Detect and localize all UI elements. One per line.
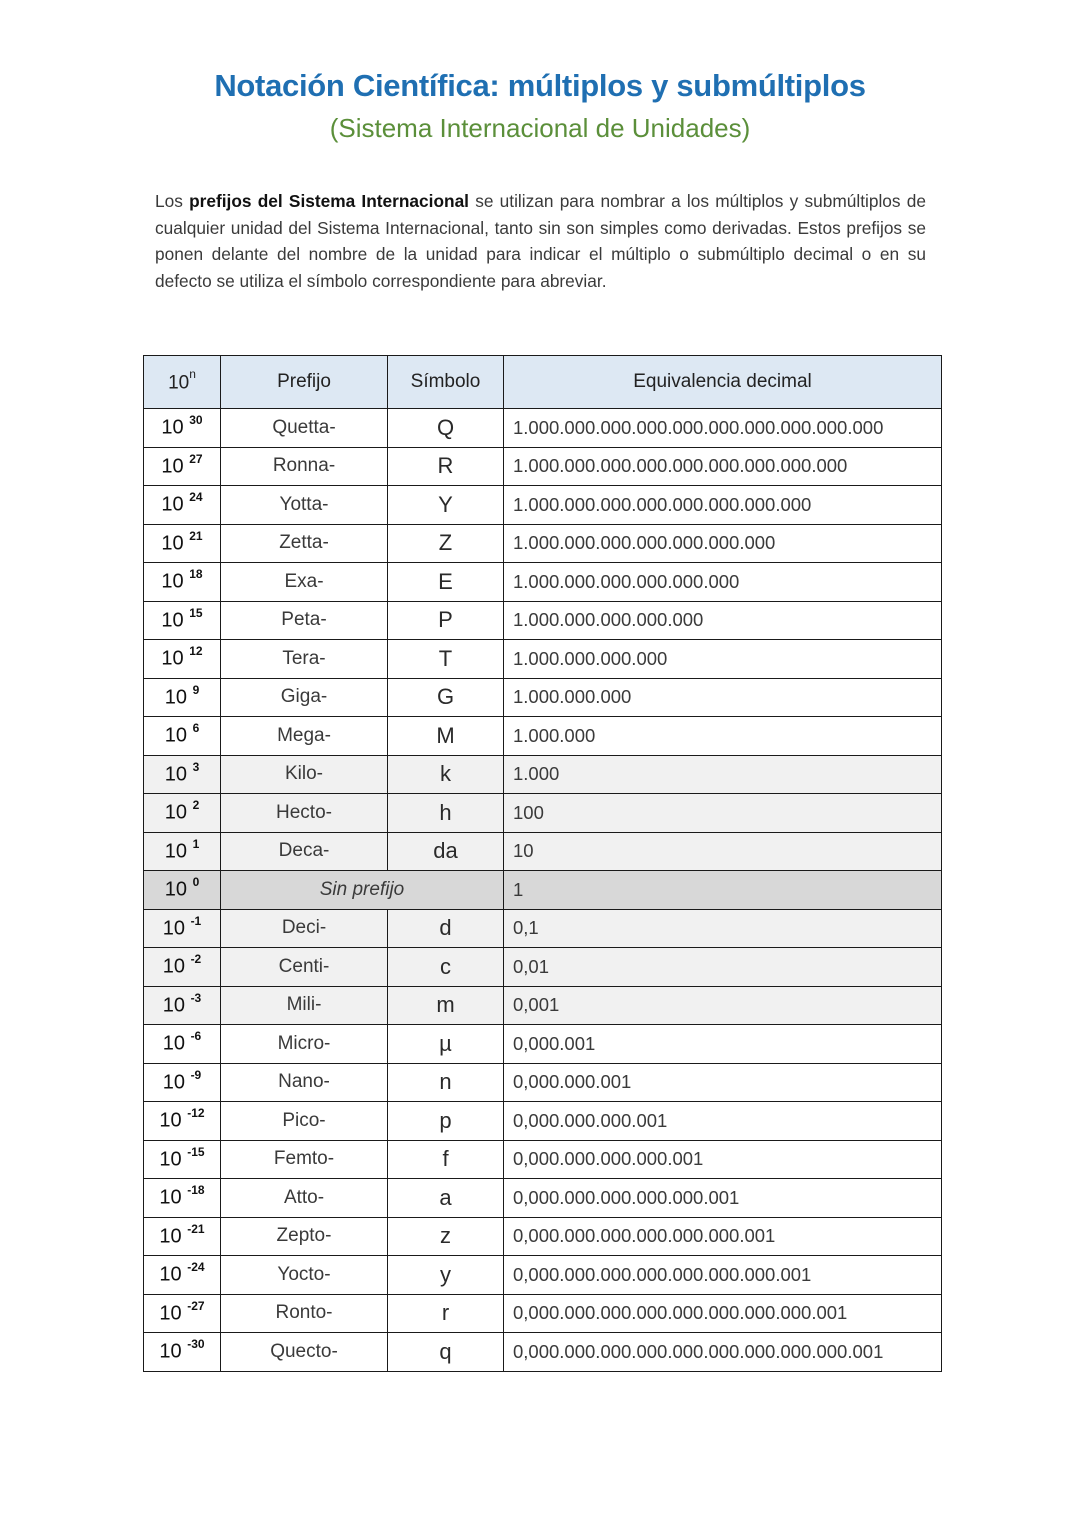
power-base: 10 [164,763,187,786]
power-base: 10 [162,994,185,1017]
power-base: 10 [164,802,187,825]
decimal-cell: 10 [504,832,942,871]
power-cell [144,678,221,717]
symbol-cell: q [388,1333,504,1372]
power-base: 10 [161,571,184,594]
power-exponent: 2 [192,798,200,813]
symbol-cell: Z [388,524,504,563]
symbol-cell: Y [388,486,504,525]
power-base: 10 [161,455,184,478]
decimal-cell: 0,01 [504,948,942,987]
table-row [144,1333,942,1372]
table-row [144,601,942,640]
table-row [144,1102,942,1141]
table-row [144,447,942,486]
symbol-cell: µ [388,1025,504,1064]
power-exponent: -18 [187,1183,205,1198]
power-exponent: 30 [189,413,203,428]
prefix-cell: Atto- [221,1179,388,1218]
decimal-cell: 0,000.000.000.000.001 [504,1140,942,1179]
symbol-cell: r [388,1294,504,1333]
decimal-cell: 0,1 [504,909,942,948]
decimal-cell: 100 [504,794,942,833]
prefix-cell: Mili- [221,986,388,1025]
page-subtitle: (Sistema Internacional de Unidades) [329,113,751,143]
header-symbol: Símbolo [388,356,504,409]
table-row [144,717,942,756]
power-base: 10 [159,1302,182,1325]
prefix-cell: Zetta- [221,524,388,563]
power-cell [144,640,221,679]
table-row [144,1256,942,1295]
table-row [144,871,942,910]
power-cell [144,1025,221,1064]
table-row [144,563,942,602]
symbol-cell: a [388,1179,504,1218]
header-decimal: Equivalencia decimal [504,356,942,409]
decimal-cell: 1.000.000.000.000.000.000.000.000.000 [504,447,942,486]
prefix-cell: Deca- [221,832,388,871]
power-exponent: 18 [189,567,203,582]
symbol-cell: da [388,832,504,871]
power-cell [144,601,221,640]
power-base: 10 [159,1187,182,1210]
power-exponent: 3 [192,759,200,774]
power-exponent: 21 [189,528,203,543]
decimal-cell: 1 [504,871,942,910]
prefix-cell: Peta- [221,601,388,640]
decimal-cell: 1.000.000.000 [504,678,942,717]
power-base: 10 [161,609,184,632]
symbol-cell: f [388,1140,504,1179]
power-base: 10 [161,532,184,555]
prefix-cell: Nano- [221,1063,388,1102]
prefix-cell: Zepto- [221,1217,388,1256]
si-prefix-table [143,355,942,1372]
power-base: 10 [159,1264,182,1287]
header-power-exp: n [189,366,196,381]
prefix-cell: Exa- [221,563,388,602]
power-base: 10 [159,1148,182,1171]
power-base: 10 [164,840,187,863]
symbol-cell: k [388,755,504,794]
decimal-cell: 1.000.000.000.000.000.000.000.000.000.000 [504,409,942,448]
table-row [144,640,942,679]
intro-paragraph [155,188,926,294]
decimal-cell: 1.000.000.000.000 [504,640,942,679]
table-header-row [144,356,942,409]
power-exponent: -30 [187,1337,205,1352]
prefix-cell: Deci- [221,909,388,948]
power-base: 10 [162,956,185,979]
power-exponent: 0 [192,875,200,890]
decimal-cell: 1.000.000.000.000.000.000.000 [504,524,942,563]
prefix-cell: Pico- [221,1102,388,1141]
symbol-cell: Q [388,409,504,448]
symbol-cell: n [388,1063,504,1102]
table-row [144,1179,942,1218]
decimal-cell: 1.000.000.000.000.000.000.000.000 [504,486,942,525]
power-base: 10 [161,648,184,671]
table-row [144,678,942,717]
decimal-cell: 0,000.000.001 [504,1063,942,1102]
power-cell [144,948,221,987]
symbol-cell: y [388,1256,504,1295]
symbol-cell: M [388,717,504,756]
power-cell [144,986,221,1025]
table-row [144,1217,942,1256]
power-exponent: -24 [187,1260,205,1275]
power-cell [144,1140,221,1179]
power-cell [144,909,221,948]
prefix-cell: Micro- [221,1025,388,1064]
prefix-cell: Hecto- [221,794,388,833]
power-cell [144,1333,221,1372]
power-exponent: -3 [190,990,202,1005]
symbol-cell: c [388,948,504,987]
power-cell [144,563,221,602]
symbol-cell: E [388,563,504,602]
symbol-cell: T [388,640,504,679]
power-exponent: -12 [187,1106,205,1121]
power-exponent: -21 [187,1221,205,1236]
decimal-cell: 0,000.000.000.000.000.000.001 [504,1217,942,1256]
decimal-cell: 0,000.000.000.000.000.000.000.000.001 [504,1294,942,1333]
power-base: 10 [164,686,187,709]
power-base: 10 [164,725,187,748]
prefix-cell: Giga- [221,678,388,717]
prefix-cell: Kilo- [221,755,388,794]
power-cell [144,1102,221,1141]
power-exponent: 6 [192,721,200,736]
intro-text-rest: se utilizan para nombrar a los múltiplos y submúltiplos de cualquier unidad del Sistema Internacional, tanto sin son simples como derivadas. Estos prefijos se ponen delante del nombre de la unidad para indicar el múltiplo o submúltiplo decimal o en su defecto se utiliza el símbolo correspondiente para abreviar. [155,191,926,291]
decimal-cell: 0,000.000.000.000.000.000.000.001 [504,1256,942,1295]
intro-bold-term: prefijos del Sistema Internacional [189,191,469,211]
power-cell [144,755,221,794]
power-exponent: -1 [190,913,202,928]
header-prefix: Prefijo [221,356,388,409]
decimal-cell: 1.000.000.000.000.000.000 [504,563,942,602]
no-prefix-cell: Sin prefijo [221,871,504,910]
table-row [144,986,942,1025]
power-cell [144,1217,221,1256]
power-exponent: 27 [189,451,203,466]
symbol-cell: m [388,986,504,1025]
power-cell [144,832,221,871]
power-cell [144,409,221,448]
decimal-cell: 0,000.000.000.000.000.001 [504,1179,942,1218]
power-cell [144,486,221,525]
decimal-cell: 1.000.000 [504,717,942,756]
power-cell [144,1294,221,1333]
decimal-cell: 0,000.000.000.001 [504,1102,942,1141]
prefix-cell: Mega- [221,717,388,756]
decimal-cell: 1.000 [504,755,942,794]
symbol-cell: p [388,1102,504,1141]
table-row [144,948,942,987]
power-cell [144,524,221,563]
power-exponent: 1 [192,836,200,851]
power-cell [144,1063,221,1102]
power-base: 10 [159,1225,182,1248]
symbol-cell: d [388,909,504,948]
table-row [144,486,942,525]
prefix-cell: Yocto- [221,1256,388,1295]
power-base: 10 [162,917,185,940]
power-exponent: 9 [192,682,200,697]
table-row [144,909,942,948]
header-power [144,356,221,409]
table-row [144,1140,942,1179]
power-cell [144,871,221,910]
table-row [144,1063,942,1102]
power-base: 10 [159,1110,182,1133]
symbol-cell: P [388,601,504,640]
power-cell [144,447,221,486]
symbol-cell: z [388,1217,504,1256]
power-exponent: -6 [190,1029,202,1044]
table-body [144,409,942,1372]
power-cell [144,794,221,833]
header-power-base: 10 [168,372,190,394]
power-exponent: 12 [189,644,203,659]
power-exponent: -9 [190,1067,202,1082]
decimal-cell: 0,000.001 [504,1025,942,1064]
power-base: 10 [162,1071,185,1094]
table-row [144,755,942,794]
prefix-cell: Ronto- [221,1294,388,1333]
power-base: 10 [161,417,184,440]
page-title: Notación Científica: múltiplos y submúltiplos [214,68,866,103]
power-base: 10 [159,1341,182,1364]
symbol-cell: R [388,447,504,486]
table-row [144,832,942,871]
prefix-cell: Quetta- [221,409,388,448]
power-base: 10 [161,494,184,517]
power-base: 10 [164,879,187,902]
intro-text-start: Los [155,191,190,211]
power-exponent: -27 [187,1298,205,1313]
power-exponent: -15 [187,1144,205,1159]
power-cell [144,1256,221,1295]
table-row [144,1294,942,1333]
power-cell [144,1179,221,1218]
power-exponent: 15 [189,605,203,620]
symbol-cell: h [388,794,504,833]
table-row [144,794,942,833]
prefix-cell: Yotta- [221,486,388,525]
power-cell [144,717,221,756]
decimal-cell: 0,001 [504,986,942,1025]
prefix-cell: Tera- [221,640,388,679]
prefix-cell: Femto- [221,1140,388,1179]
decimal-cell: 0,000.000.000.000.000.000.000.000.000.001 [504,1333,942,1372]
decimal-cell: 1.000.000.000.000.000 [504,601,942,640]
prefix-cell: Centi- [221,948,388,987]
power-exponent: 24 [189,490,203,505]
table-row [144,1025,942,1064]
symbol-cell: G [388,678,504,717]
table-row [144,409,942,448]
power-base: 10 [162,1033,185,1056]
prefix-cell: Ronna- [221,447,388,486]
table-row [144,524,942,563]
prefix-cell: Quecto- [221,1333,388,1372]
power-exponent: -2 [190,952,202,967]
